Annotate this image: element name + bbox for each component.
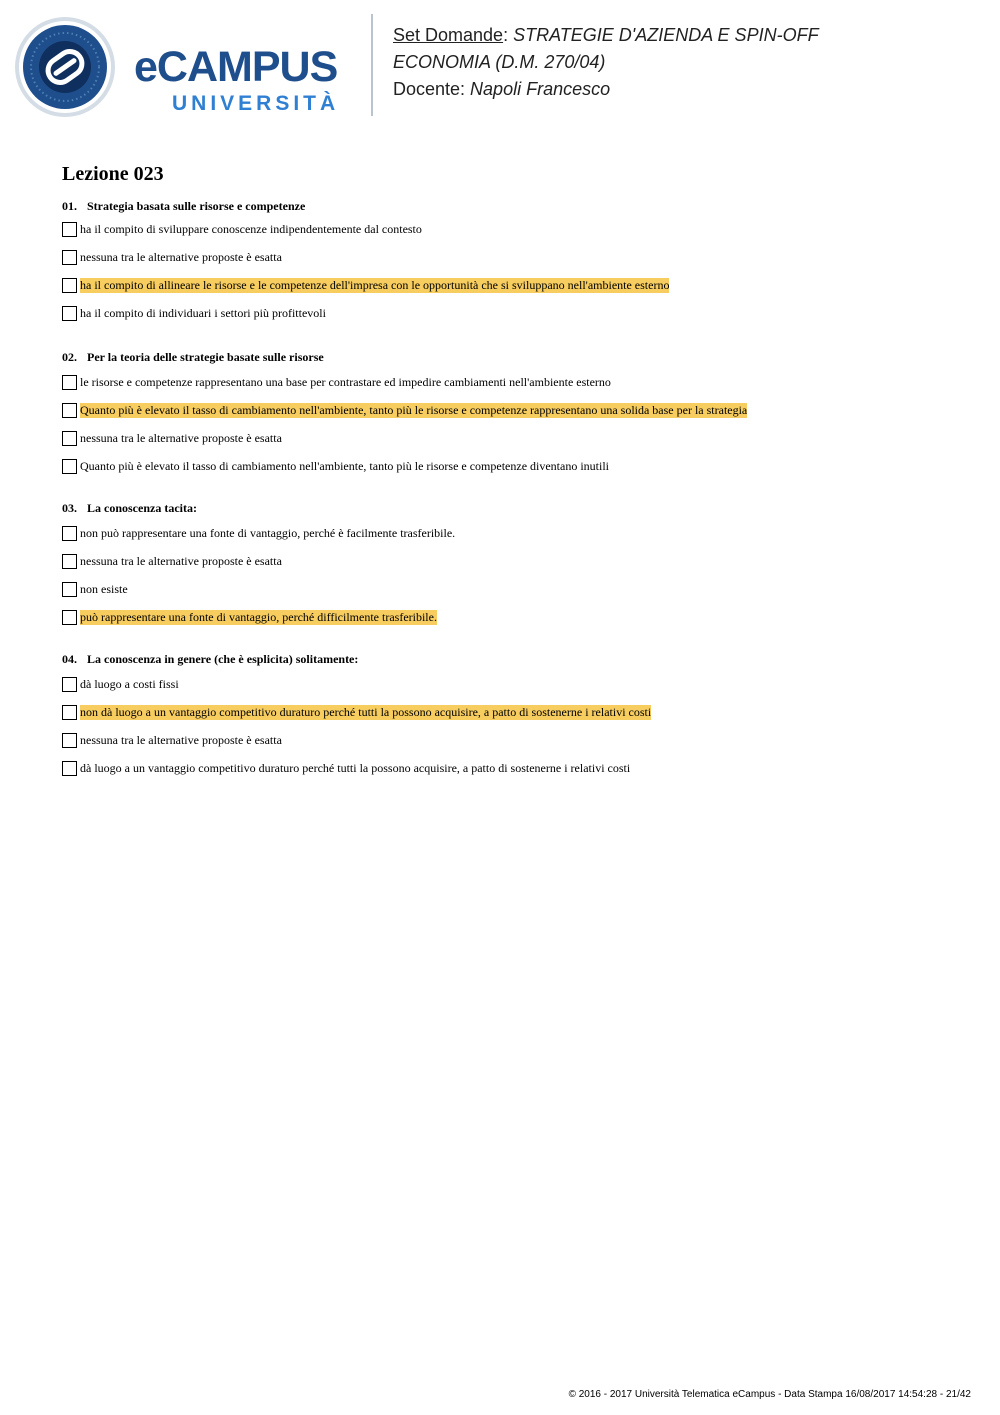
question-01: [62, 198, 962, 334]
question-number: 04.: [62, 652, 77, 666]
question-title: [62, 651, 962, 667]
checkbox-icon[interactable]: [62, 582, 77, 597]
checkbox-icon[interactable]: [62, 431, 77, 446]
answer-text: non può rappresentare una fonte di vantaggio, perché è facilmente trasferibile.: [80, 526, 456, 540]
set-title-line2: ECONOMIA (D.M. 270/04): [393, 52, 606, 72]
answer-option[interactable]: [62, 306, 962, 334]
answer-text-highlighted: ha il compito di allineare le risorse e le competenze dell'impresa con le opportunità che si sviluppano nell'ambiente esterno: [80, 278, 670, 292]
answer-text: Quanto più è elevato il tasso di cambiamento nell'ambiente, tanto più le risorse e competenze diventano inutili: [80, 459, 610, 473]
question-title: [62, 349, 962, 365]
teacher-line: [393, 76, 819, 103]
answer-text: dà luogo a un vantaggio competitivo duraturo perché tutti la possono acquisire, a patto di sostenerne i relativi costi: [80, 761, 631, 775]
checkbox-icon[interactable]: [62, 526, 77, 541]
answer-option[interactable]: [62, 250, 962, 278]
teacher-label: Docente:: [393, 79, 471, 99]
checkbox-icon[interactable]: [62, 705, 77, 720]
set-label: Set Domande: [393, 25, 504, 45]
logo-wordmark: eCAMPUS: [134, 43, 338, 91]
header-divider: [371, 14, 373, 116]
checkbox-icon[interactable]: [62, 459, 77, 474]
answer-text: ha il compito di sviluppare conoscenze indipendentemente dal contesto: [80, 222, 422, 236]
set-line: [393, 22, 819, 49]
answer-text: nessuna tra le alternative proposte è esatta: [80, 431, 282, 445]
checkbox-icon[interactable]: [62, 250, 77, 265]
answer-text: dà luogo a costi fissi: [80, 677, 179, 691]
checkbox-icon[interactable]: [62, 733, 77, 748]
answer-option-correct[interactable]: [62, 278, 962, 306]
question-text: Per la teoria delle strategie basate sulle risorse: [87, 350, 324, 364]
answer-text-highlighted: Quanto più è elevato il tasso di cambiamento nell'ambiente, tanto più le risorse e competenze rappresentano una solida base per la strategia: [80, 403, 748, 417]
answer-option[interactable]: [62, 733, 962, 761]
question-title: [62, 198, 962, 214]
checkbox-icon[interactable]: [62, 554, 77, 569]
checkbox-icon[interactable]: [62, 677, 77, 692]
answer-option[interactable]: [62, 526, 962, 554]
answer-option-correct[interactable]: [62, 403, 962, 431]
teacher-name: Napoli Francesco: [470, 79, 611, 99]
header-info: [393, 22, 819, 103]
answer-option-correct[interactable]: [62, 610, 962, 638]
answer-option[interactable]: [62, 761, 962, 789]
answer-option[interactable]: [62, 222, 962, 250]
checkbox-icon[interactable]: [62, 375, 77, 390]
question-text: La conoscenza in genere (che è esplicita) solitamente:: [87, 652, 359, 666]
question-text: La conoscenza tacita:: [87, 501, 197, 515]
question-number: 01.: [62, 199, 77, 213]
answer-text: nessuna tra le alternative proposte è esatta: [80, 554, 282, 568]
question-title: [62, 500, 962, 516]
answer-text: non esiste: [80, 582, 128, 596]
ecampus-emblem-icon: [14, 16, 116, 118]
page-footer: © 2016 - 2017 Università Telematica eCampus - Data Stampa 16/08/2017 14:54:28 - 21/42: [568, 1389, 971, 1400]
answer-option-correct[interactable]: [62, 705, 962, 733]
question-02: [62, 349, 962, 487]
answer-option[interactable]: [62, 554, 962, 582]
question-number: 02.: [62, 350, 77, 364]
question-04: [62, 651, 962, 789]
answer-text: nessuna tra le alternative proposte è esatta: [80, 733, 282, 747]
set-colon: :: [503, 25, 514, 45]
answer-option[interactable]: [62, 375, 962, 403]
checkbox-icon[interactable]: [62, 610, 77, 625]
logo-subtitle: UNIVERSITÀ: [172, 92, 340, 115]
question-03: [62, 500, 962, 638]
set-title-line1: STRATEGIE D'AZIENDA E SPIN-OFF: [513, 25, 819, 45]
answer-text-highlighted: può rappresentare una fonte di vantaggio, perché difficilmente trasferibile.: [80, 610, 437, 624]
answer-text-highlighted: non dà luogo a un vantaggio competitivo duraturo perché tutti la possono acquisire, a patto di sostenerne i relativi costi: [80, 705, 652, 719]
answer-option[interactable]: [62, 582, 962, 610]
question-number: 03.: [62, 501, 77, 515]
answer-text: nessuna tra le alternative proposte è esatta: [80, 250, 282, 264]
answer-option[interactable]: [62, 459, 962, 487]
lesson-title: Lezione 023: [62, 163, 164, 185]
answer-option[interactable]: [62, 431, 962, 459]
answer-text: le risorse e competenze rappresentano una base per contrastare ed impedire cambiamenti nell'ambiente esterno: [80, 375, 611, 389]
checkbox-icon[interactable]: [62, 761, 77, 776]
answer-text: ha il compito di individuari i settori più profittevoli: [80, 306, 326, 320]
checkbox-icon[interactable]: [62, 403, 77, 418]
checkbox-icon[interactable]: [62, 306, 77, 321]
answer-option[interactable]: [62, 677, 962, 705]
checkbox-icon[interactable]: [62, 278, 77, 293]
ecampus-logo: [14, 16, 354, 118]
set-title-line2-row: [393, 49, 819, 76]
checkbox-icon[interactable]: [62, 222, 77, 237]
question-text: Strategia basata sulle risorse e competenze: [87, 199, 306, 213]
